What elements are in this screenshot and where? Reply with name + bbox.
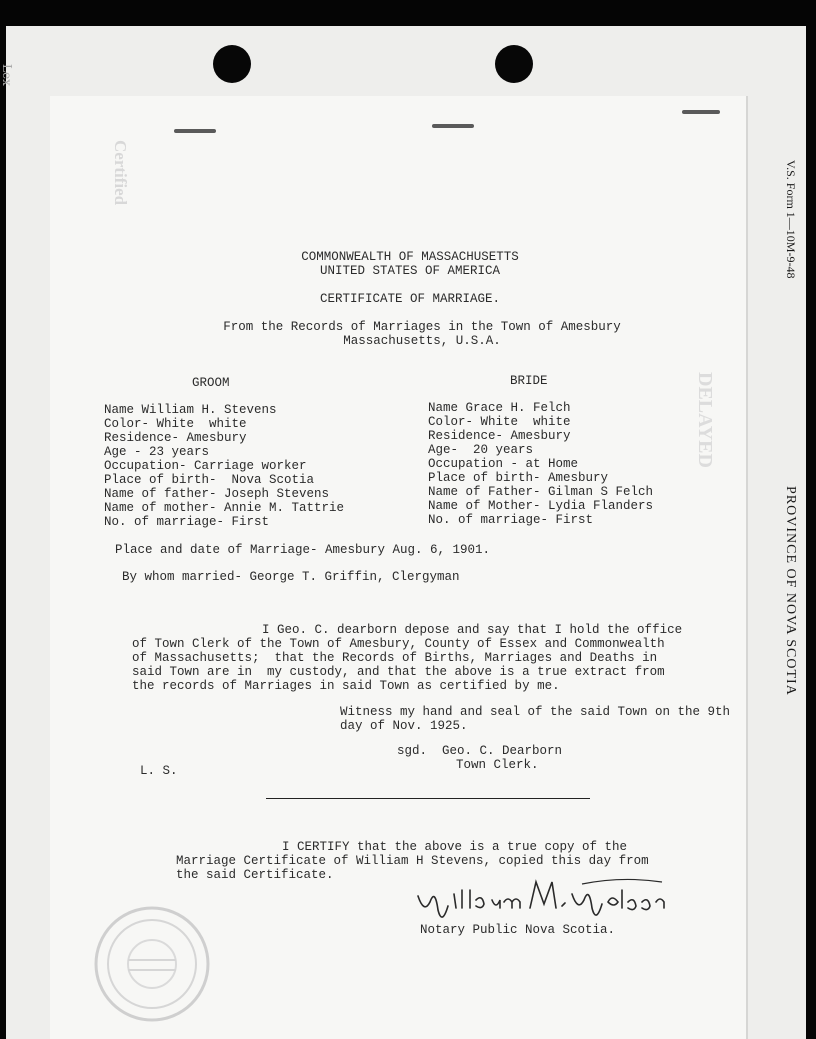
bride-line: Color- White white xyxy=(428,415,571,429)
clerk-signature: sgd. Geo. C. Dearborn xyxy=(397,744,563,758)
groom-heading: GROOM xyxy=(192,376,230,390)
form-code: V.S. Form 1—10M-9-48 xyxy=(784,160,798,279)
groom-line: Name of mother- Annie M. Tattrie xyxy=(104,501,345,515)
bride-line: Name of Father- Gilman S Felch xyxy=(428,485,654,499)
witness-line: day of Nov. 1925. xyxy=(340,719,468,733)
bleed-through-stamp: DELAYED xyxy=(694,372,716,468)
marriage-officiant: By whom married- George T. Griffin, Clergyman xyxy=(122,570,460,584)
groom-line: Occupation- Carriage worker xyxy=(104,459,307,473)
header-line-1: COMMONWEALTH OF MASSACHUSETTS xyxy=(301,250,519,264)
source-line-2: Massachusetts, U.S.A. xyxy=(343,334,501,348)
clerk-line: said Town are in my custody, and that the above is a true extract from xyxy=(132,665,665,679)
clerk-title: Town Clerk. xyxy=(456,758,539,772)
embossed-seal xyxy=(92,904,212,1024)
bride-line: Place of birth- Amesbury xyxy=(428,471,609,485)
divider-rule xyxy=(266,798,590,799)
pencil-note: Lex xyxy=(0,64,14,86)
staple xyxy=(682,110,720,114)
staple xyxy=(432,124,474,128)
punch-hole xyxy=(495,45,533,83)
groom-line: Place of birth- Nova Scotia xyxy=(104,473,315,487)
groom-line: Color- White white xyxy=(104,417,247,431)
marriage-place-date: Place and date of Marriage- Amesbury Aug. 6, 1901. xyxy=(115,543,491,557)
notary-line: Marriage Certificate of William H Stevens, copied this day from xyxy=(176,854,649,868)
document-title: CERTIFICATE OF MARRIAGE. xyxy=(319,292,501,306)
notary-line: the said Certificate. xyxy=(176,868,334,882)
groom-line: No. of marriage- First xyxy=(104,515,270,529)
notary-line: I CERTIFY that the above is a true copy of the xyxy=(282,840,628,854)
bride-heading: BRIDE xyxy=(510,374,548,388)
staple xyxy=(174,129,216,133)
groom-line: Name of father- Joseph Stevens xyxy=(104,487,330,501)
source-line-1: From the Records of Marriages in the Town of Amesbury xyxy=(223,320,621,334)
province-heading: PROVINCE OF NOVA SCOTIA xyxy=(783,486,798,696)
notary-title: Notary Public Nova Scotia. xyxy=(420,923,616,937)
seal-mark: L. S. xyxy=(140,764,178,778)
bleed-through-text: Certified xyxy=(111,140,130,206)
groom-line: Name William H. Stevens xyxy=(104,403,277,417)
punch-hole xyxy=(213,45,251,83)
clerk-line: of Town Clerk of the Town of Amesbury, County of Essex and Commonwealth xyxy=(132,637,665,651)
bride-line: No. of marriage- First xyxy=(428,513,594,527)
bride-line: Name Grace H. Felch xyxy=(428,401,571,415)
bride-line: Occupation - at Home xyxy=(428,457,579,471)
clerk-line: of Massachusetts; that the Records of Births, Marriages and Deaths in xyxy=(132,651,658,665)
bride-line: Residence- Amesbury xyxy=(428,429,571,443)
groom-line: Residence- Amesbury xyxy=(104,431,247,445)
bride-line: Age- 20 years xyxy=(428,443,534,457)
bride-line: Name of Mother- Lydia Flanders xyxy=(428,499,654,513)
clerk-line: the records of Marriages in said Town as certified by me. xyxy=(132,679,560,693)
groom-line: Age - 23 years xyxy=(104,445,210,459)
header-line-2: UNITED STATES OF AMERICA xyxy=(319,264,501,278)
clerk-line: I Geo. C. dearborn depose and say that I hold the office xyxy=(262,623,683,637)
witness-line: Witness my hand and seal of the said Town on the 9th xyxy=(340,705,731,719)
